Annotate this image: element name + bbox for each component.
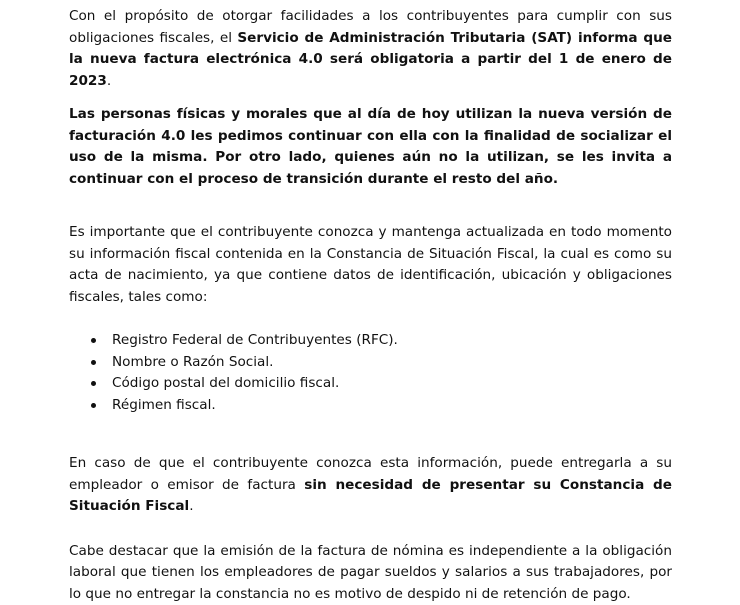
delivery-end: . bbox=[189, 498, 193, 514]
list-item: Régimen fiscal. bbox=[112, 395, 672, 417]
intro-paragraph bbox=[69, 6, 672, 92]
list-item: Registro Federal de Contribuyentes (RFC). bbox=[112, 330, 672, 352]
delivery-text: En caso de que el contribuyente conozca esta información, puede entregarla a su empleador o emisor de factura bbox=[69, 455, 672, 493]
requirements-list bbox=[69, 330, 672, 416]
intro-text: Con el propósito de otorgar facilidades a los contribuyentes para cumplir con sus obligaciones fiscales, el bbox=[69, 8, 672, 46]
intro-end: . bbox=[107, 73, 111, 89]
delivery-highlight: sin necesidad de presentar su Constancia de Situación Fiscal bbox=[69, 477, 672, 515]
notice-paragraph: Las personas físicas y morales que al día de hoy utilizan la nueva versión de facturación 4.0 les pedimos continuar con ella con la finalidad de socializar el uso de la misma. Por otro lado, quienes aún no la utilizan, se les invita a continuar con el proceso de transición durante el resto del año. bbox=[69, 104, 672, 190]
document-body bbox=[69, 6, 672, 605]
list-item: Código postal del domicilio fiscal. bbox=[112, 373, 672, 395]
delivery-paragraph bbox=[69, 453, 672, 518]
payroll-paragraph: Cabe destacar que la emisión de la factura de nómina es independiente a la obligación laboral que tienen los empleadores de pagar sueldos y salarios a sus trabajadores, por lo que no entregar la constancia no es motivo de despido ni de retención de pago. bbox=[69, 541, 672, 605]
intro-highlight: Servicio de Administración Tributaria (SAT) informa que la nueva factura electrónica 4.0 será obligatoria a partir del 1 de enero de 2023 bbox=[69, 30, 672, 89]
info-paragraph: Es importante que el contribuyente conozca y mantenga actualizada en todo momento su información fiscal contenida en la Constancia de Situación Fiscal, la cual es como su acta de nacimiento, ya que contiene datos de identificación, ubicación y obligaciones fiscales, tales como: bbox=[69, 222, 672, 308]
list-item: Nombre o Razón Social. bbox=[112, 352, 672, 374]
